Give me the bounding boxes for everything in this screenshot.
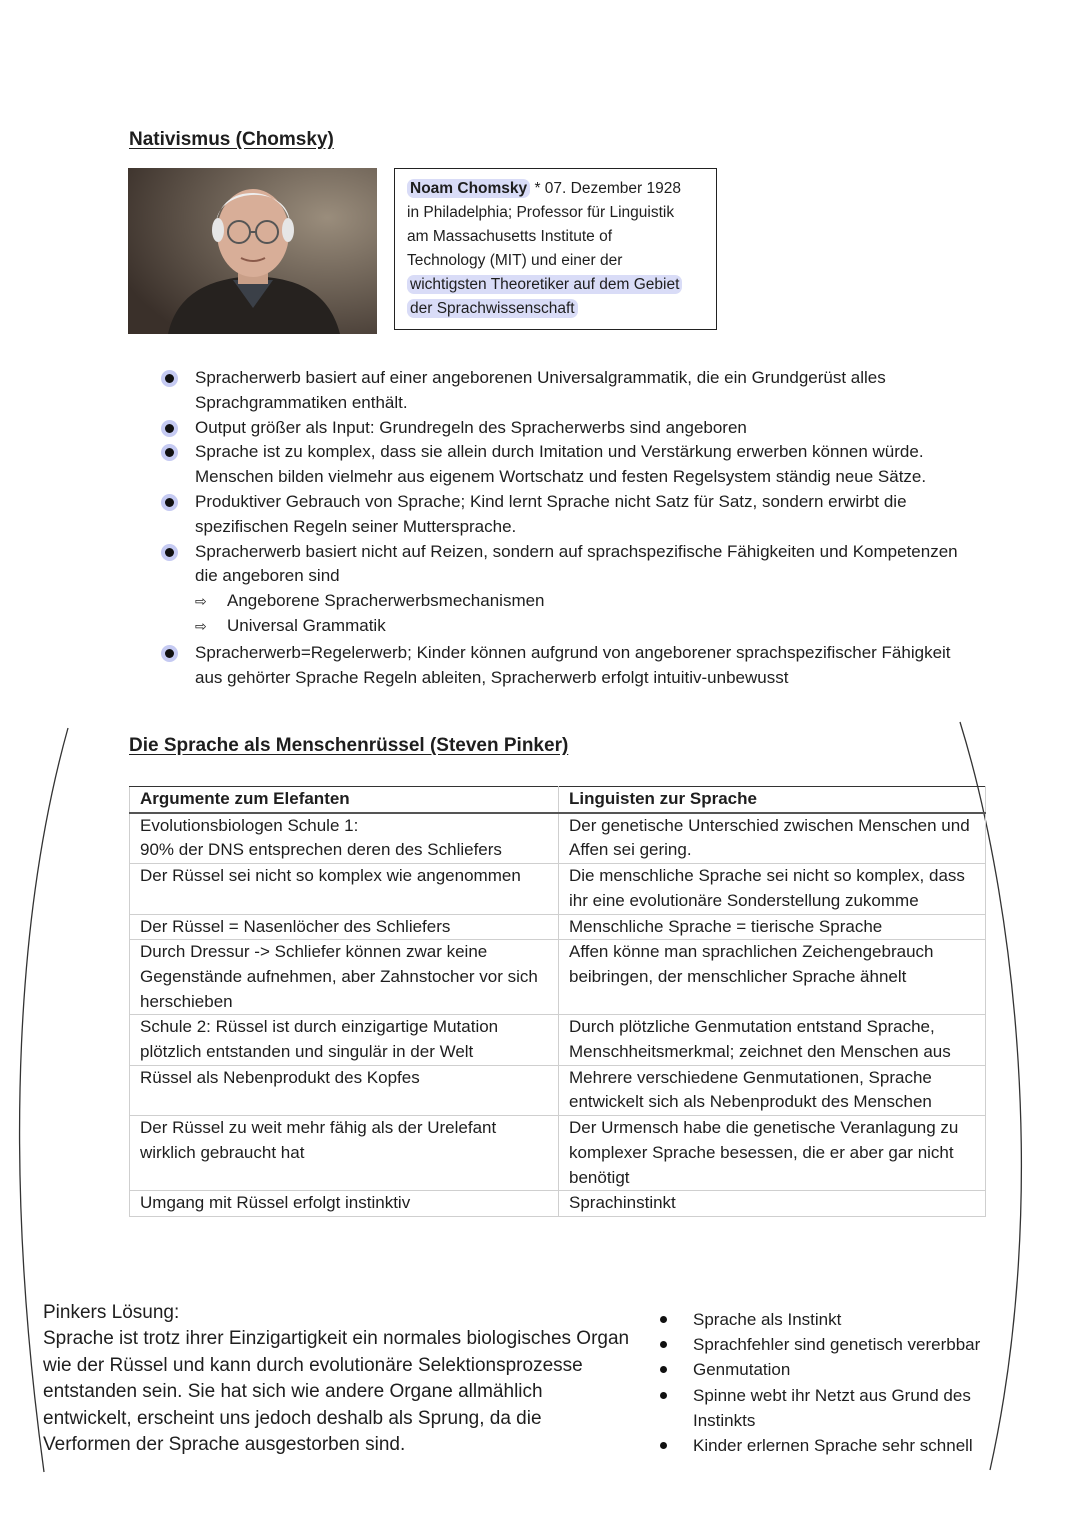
heading-pinker: Die Sprache als Menschenrüssel (Steven Pinker) [129, 735, 569, 756]
pinker-solution-label: Pinkers Lösung: [43, 1302, 180, 1323]
list-item: Sprache als Instinkt [660, 1307, 1010, 1332]
bullet-dot-icon [165, 374, 174, 383]
pinker-solution [43, 1300, 633, 1458]
linguist-cell: Die menschliche Sprache sei nicht so komplex, dass ihr eine evolutionäre Sonderstellung zukomme [559, 864, 986, 914]
linguist-cell: Der genetische Unterschied zwischen Menschen und Affen sei gering. [559, 813, 986, 864]
bullet-dot-icon [165, 498, 174, 507]
bio-line: am Massachusetts Institute of [407, 228, 613, 245]
nativism-bullet-list [160, 366, 960, 690]
list-item: Sprachfehler sind genetisch vererbbar [660, 1332, 1010, 1357]
bio-birthdate: * 07. Dezember 1928 [530, 180, 681, 197]
linguist-cell: Menschliche Sprache = tierische Sprache [559, 914, 986, 940]
linguist-cell: Affen könne man sprachlichen Zeichengebrauch beibringen, der menschlicher Sprache ähnelt [559, 940, 986, 1015]
table-header: Linguisten zur Sprache [559, 787, 986, 813]
argument-cell: Rüssel als Nebenprodukt des Kopfes [130, 1065, 559, 1115]
table-row [130, 1191, 986, 1217]
table-header-row [130, 787, 986, 813]
argument-cell: Der Rüssel zu weit mehr fähig als der Urelefant wirklich gebraucht hat [130, 1116, 559, 1191]
arrow-item: ⇨ Universal Grammatik [195, 614, 960, 639]
table-header: Argumente zum Elefanten [130, 787, 559, 813]
instinct-bullet-list [660, 1307, 1010, 1458]
argument-cell: Umgang mit Rüssel erfolgt instinktiv [130, 1191, 559, 1217]
list-item: Genmutation [660, 1357, 1010, 1382]
heading-nativismus: Nativismus (Chomsky) [129, 129, 334, 150]
linguist-cell: Mehrere verschiedene Genmutationen, Sprache entwickelt sich als Nebenprodukt des Menschen [559, 1065, 986, 1115]
portrait-photo [128, 168, 377, 334]
table-row [130, 864, 986, 914]
pinker-solution-text: Sprache ist trotz ihrer Einzigartigkeit ein normales biologisches Organ wie der Rüssel und kann durch evolutionäre Selektionsprozesse entstanden sein. Sie hat sich wie andere Organe allmählich entwickelt, erscheint uns jedoch deshalb als Sprung, da die Verformen der Sprache ausgestorben sind. [43, 1328, 630, 1456]
table-row [130, 914, 986, 940]
outline-right-arrow-icon: ⇨ [195, 617, 207, 634]
table-row [130, 940, 986, 1015]
bio-highlight: wichtigsten Theoretiker auf dem Gebiet [407, 275, 682, 294]
bio-highlight: der Sprachwissenschaft [407, 299, 578, 318]
table-row [130, 813, 986, 864]
argument-cell: Der Rüssel sei nicht so komplex wie angenommen [130, 864, 559, 914]
comparison-table [129, 786, 986, 1217]
list-item: Sprache ist zu komplex, dass sie allein durch Imitation und Verstärkung erwerben können würde. Menschen bilden vielmehr aus eigenem Wortschatz und festen Regelsystem ständig neue Sätze. [160, 440, 960, 490]
linguist-cell: Durch plötzliche Genmutation entstand Sprache, Menschheitsmerkmal; zeichnet den Menschen aus [559, 1015, 986, 1065]
argument-cell: Der Rüssel = Nasenlöcher des Schliefers [130, 914, 559, 940]
bio-line: in Philadelphia; Professor für Linguistik [407, 204, 675, 221]
bullet-dot-icon [165, 649, 174, 658]
list-item: Produktiver Gebrauch von Sprache; Kind lernt Sprache nicht Satz für Satz, sondern erwirbt die spezifischen Regeln seiner Muttersprache. [160, 490, 960, 540]
linguist-cell: Sprachinstinkt [559, 1191, 986, 1217]
list-item: Spracherwerb basiert nicht auf Reizen, sondern auf sprachspezifische Fähigkeiten und Kompetenzen die angeboren sind ⇨ Angeborene Spracherwerbsmechanismen ⇨ Universal Grammatik [160, 540, 960, 639]
argument-cell: Schule 2: Rüssel ist durch einzigartige Mutation plötzlich entstanden und singulär in der Welt [130, 1015, 559, 1065]
table-row [130, 1015, 986, 1065]
list-item: Output größer als Input: Grundregeln des Spracherwerbs sind angeboren [160, 416, 960, 441]
list-item: Spracherwerb=Regelerwerb; Kinder können aufgrund von angeborener sprachspezifischer Fähigkeit aus gehörter Sprache Regeln ableiten, Spracherwerb erfolgt intuitiv-unbewusst [160, 641, 960, 691]
list-item: Spracherwerb basiert auf einer angeborenen Universalgrammatik, die ein Grundgerüst alles Sprachgrammatiken enthält. [160, 366, 960, 416]
arrow-item: ⇨ Angeborene Spracherwerbsmechanismen [195, 589, 960, 614]
outline-right-arrow-icon: ⇨ [195, 593, 207, 610]
table-row [130, 1065, 986, 1115]
list-item: Spinne webt ihr Netzt aus Grund des Instinkts [660, 1383, 1010, 1433]
bullet-dot-icon [165, 448, 174, 457]
bio-box [394, 168, 717, 330]
linguist-cell: Der Urmensch habe die genetische Veranlagung zu komplexer Sprache besessen, die er aber gar nicht benötigt [559, 1116, 986, 1191]
bio-name: Noam Chomsky [407, 179, 530, 198]
bio-line: Technology (MIT) und einer der [407, 252, 623, 269]
argument-cell: Evolutionsbiologen Schule 1: 90% der DNS entsprechen deren des Schliefers [130, 813, 559, 864]
list-item: Kinder erlernen Sprache sehr schnell [660, 1433, 1010, 1458]
bullet-dot-icon [165, 548, 174, 557]
bullet-dot-icon [165, 424, 174, 433]
table-row [130, 1116, 986, 1191]
argument-cell: Durch Dressur -> Schliefer können zwar keine Gegenstände aufnehmen, aber Zahnstocher vor sich herschieben [130, 940, 559, 1015]
